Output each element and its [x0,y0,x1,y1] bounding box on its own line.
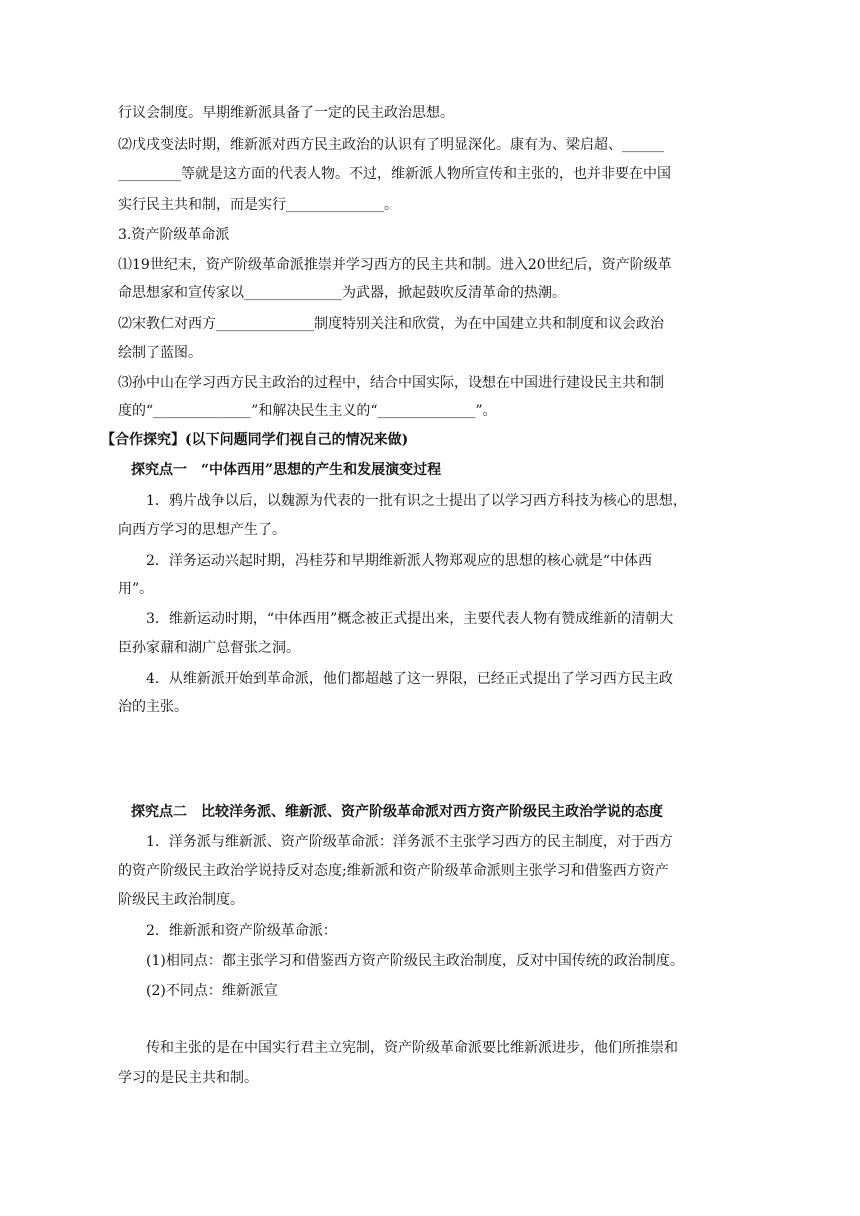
text-line: 1．鸦片战争以后，以魏源为代表的一批有识之士提出了以学习西方科技为核心的思想， [146,493,687,509]
text-line: 命思想家和宣传家以______________为武器，掀起鼓吹反清革命的热潮。 [118,285,566,301]
text-line: 臣孙家鼐和湖广总督张之洞。 [118,640,300,656]
text-line: ⑶孙中山在学习西方民主政治的过程中，结合中国实际，设想在中国进行建设民主共和制 [118,375,664,391]
text-line: 传和主张的是在中国实行君主立宪制，资产阶级革命派要比维新派进步，他们所推崇和 [146,1040,678,1056]
text-line: (1)相同点：都主张学习和借鉴西方资产阶级民主政治制度，反对中国传统的政治制度。 [146,953,684,969]
text-line: 度的“______________”和解决民生主义的“______________”。 [118,403,497,419]
topic-heading-2: 探究点二 比较洋务派、维新派、资产阶级革命派对西方资产阶级民主政治学说的态度 [131,804,663,820]
text-line: 阶级民主政治制度。 [118,892,244,908]
text-line: 用”。 [118,581,154,597]
topic-heading-1: 探究点一 “中体西用”思想的产生和发展演变过程 [131,462,442,478]
text-line: 4．从维新派开始到革命派，他们都超越了这一界限，已经正式提出了学习西方民主政 [146,671,673,687]
text-line: 行议会制度。早期维新派具备了一定的民主政治思想。 [118,105,454,121]
text-line: _________等就是这方面的代表人物。不过，维新派人物所宣传和主张的，也并非要在中国 [118,166,671,182]
text-line: 3．维新运动时期，“中体西用”概念被正式提出来，主要代表人物有赞成维新的清朝大 [146,611,674,627]
text-line: 绘制了蓝图。 [118,345,202,361]
text-line: 向西方学习的思想产生了。 [118,522,286,538]
text-line: 2．维新派和资产阶级革命派： [146,923,337,939]
text-line: 学习的是民主共和制。 [118,1070,258,1086]
text-line: (2)不同点：维新派宣 [146,983,278,999]
section-heading-cooperation: 【合作探究】(以下问题同学们视自己的情况来做) [101,432,409,448]
text-line: 的资产阶级民主政治学说持反对态度;维新派和资产阶级革命派则主张学习和借鉴西方资产 [118,863,669,879]
text-line: ⑵戊戌变法时期，维新派对西方民主政治的认识有了明显深化。康有为、梁启超、______ [118,137,664,153]
text-line: ⑵宋教仁对西方______________制度特别关注和欣赏，为在中国建立共和制度和议会政治 [118,316,664,332]
text-line: 实行民主共和制，而是实行______________。 [118,197,398,213]
section-heading: 3.资产阶级革命派 [118,227,230,243]
text-line: 治的主张。 [118,699,188,715]
text-line: 1．洋务派与维新派、资产阶级革命派：洋务派不主张学习西方的民主制度，对于西方 [146,834,673,850]
text-line: ⑴19世纪末，资产阶级革命派推崇并学习西方的民主共和制。进入20世纪后，资产阶级革 [118,257,672,273]
text-line: 2．洋务运动兴起时期，冯桂芬和早期维新派人物郑观应的思想的核心就是“中体西 [146,553,653,569]
